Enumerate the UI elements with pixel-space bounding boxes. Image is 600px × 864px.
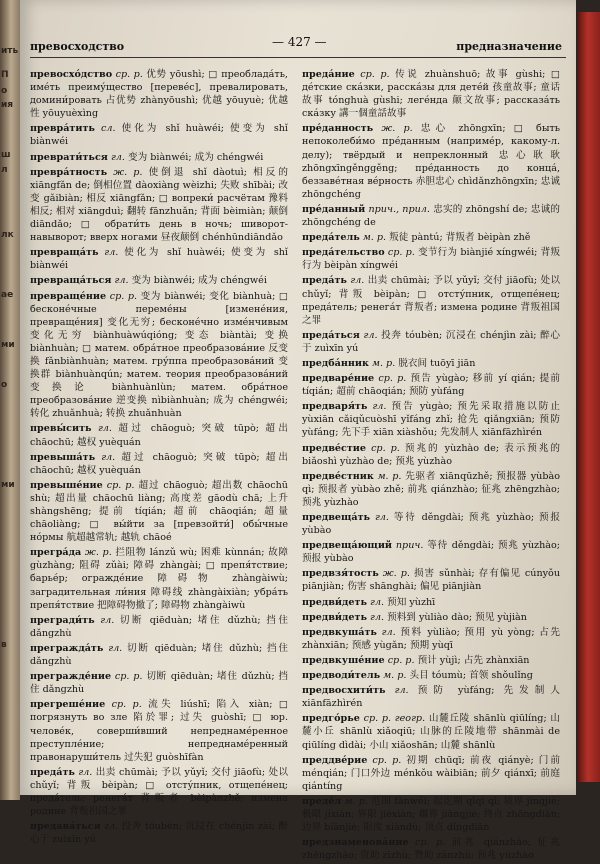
entry-body: 变为 biànwéi; 成为 chéngwéi [128, 151, 264, 163]
edge-fragment: л [1, 165, 8, 175]
entry-grammar: ср. р. [115, 69, 143, 80]
entry-headword: предви́деть [302, 611, 367, 623]
entry-body: 范围 fànwéi; 起讫期 qǐqì qī; 境界 jìngjiè; 极限 jíxiàn; 界限 jièxiàn; 疆界 jiāngjiè; 终点 zhōngdiǎn; 边界 biānjiè; 限度 xiàndù; 顶点 dǐngdiǎn [302, 795, 560, 834]
entry-headword: преда́ть [302, 275, 347, 287]
entry-headword: пре́данный [302, 203, 366, 215]
dictionary-entry [302, 470, 560, 509]
entry-grammar: гл. [374, 512, 389, 523]
entry-body: 切断 qiēduàn; 堵住 dǔzhù; 挡住 dǎngzhù [30, 614, 288, 639]
dictionary-entry [30, 766, 288, 818]
edge-fragment: в [1, 640, 7, 650]
entry-body: 叛徒 pàntú; 背叛者 bèipàn zhě [389, 232, 531, 244]
entry-body: 前兆 qiánzhào; 征兆 zhēngzhào; 资助 zīzhù; 赞助 zànzhù; 预兆 yùzhào [302, 837, 560, 862]
entry-body: 脱衣间 tuōyī jiān [398, 357, 476, 369]
entry-body: 使化为 shǐ huàwéi; 使变为 shǐ biànwéi [30, 123, 288, 148]
dictionary-entry [30, 670, 288, 696]
entry-headword: превосхо́дство [30, 69, 113, 80]
entry-grammar: ср. р. [371, 442, 400, 454]
dictionary-entry [302, 442, 560, 468]
entry-headword: прегра́да [30, 547, 82, 559]
entry-headword: предвкуше́ние [302, 654, 385, 666]
entry-body: 投奔 tóubèn; 沉浸在 chénjìn zài; 醉心于 zuìxīn yú [30, 821, 288, 846]
entry-body: 等待 děngdài; 预兆 yùzhào; 预报 yùbào [302, 512, 560, 537]
entry-body: 先驱者 xiānqūzhě; 预报器 yùbào qì; 预报者 yùbào zhě; 前兆 qiánzhào; 征兆 zhēngzhào; 预兆 yùzhào [302, 470, 560, 508]
page-header [20, 32, 576, 56]
entry-grammar: гл. [381, 626, 396, 638]
entry-body: 超过 chāoguò; 突破 tūpò; 超出 chāochū; 越权 yuèquán [30, 423, 288, 448]
entry-grammar: ж. р. [382, 568, 410, 580]
entry-body: 头目 tóumù; 首领 shǒulǐng [409, 670, 533, 682]
entry-grammar: гл. [101, 451, 116, 463]
entry-headword: предводи́тель [302, 670, 381, 682]
entry-grammar: ср. р. [360, 69, 390, 80]
entry-headword: предвосхити́ть [302, 685, 386, 697]
dictionary-entry [302, 596, 560, 609]
edge-fragment: ми [1, 340, 15, 350]
dictionary-entry [302, 400, 560, 439]
dictionary-entry [302, 754, 560, 793]
entry-grammar: гл. [104, 247, 119, 259]
entry-grammar: ж. р. [113, 166, 143, 178]
dictionary-entry [302, 795, 560, 834]
entry-body: 流失 liúshī; 陷入 xiàn; □ погрязнуть во зле 陷於罪; 过失 guòshī; □ юр. челове́к, соверши́вший непреднаме́ренное преступле́ние; непреднаме́ренный правонаруши́тель 过失犯 guòshīfàn [30, 699, 288, 763]
entry-headword: преда́тель [302, 232, 360, 244]
dictionary-entry [302, 567, 560, 593]
entry-grammar: гл. [108, 642, 123, 654]
entry-body: 优势 yōushì; □ преоблада́ть, име́ть преиму́щество [переве́с], превалировать, домини́ровать 占优势 zhànyōushì; 优越 yōuyuè; 优越性 yōuyuèxìng [30, 69, 288, 120]
entry-body: 预兆的 yùzhào de; 表示预兆的 biǎoshì yùzhào de; 预兆 yùzhào [302, 442, 561, 467]
entry-headword: предба́нник [302, 357, 369, 369]
entry-grammar: ср. р. [415, 837, 446, 849]
entry-headword: превыша́ть [30, 451, 96, 463]
entry-grammar: сл. [101, 123, 116, 135]
edge-fragment: ить [1, 46, 19, 56]
dictionary-entry [30, 422, 288, 448]
adjacent-page-edge [0, 0, 20, 800]
entry-headword: предвкуша́ть [302, 626, 377, 638]
entry-grammar: гл. [372, 401, 387, 413]
entry-headword: прегражда́ть [30, 642, 104, 654]
entry-body: 切断 qiēduàn; 堵住 dǔzhù; 挡住 dǎngzhù [30, 671, 288, 696]
entry-grammar: ср. р. [378, 373, 407, 385]
entry-body: 山麓丘陵 shānlù qiūlíng; 山麓小丘 shānlù xiǎoqiū; 山脉的丘陵地带 shānmài de qiūlíng dìdài; 小山 xiǎoshān; 山麓 shānlù [302, 713, 560, 751]
entry-headword: предваре́ние [302, 373, 375, 385]
header-rule [30, 57, 566, 58]
entry-headword: превраща́ться [30, 275, 112, 287]
dictionary-entry [302, 274, 560, 326]
entry-grammar: ср. р. [387, 247, 415, 259]
entry-body: 预知 yùzhī [387, 596, 436, 608]
entry-grammar: ж. р. [84, 547, 112, 559]
header-left-guide-word: превосходство [30, 40, 125, 53]
entry-headword: прегради́ть [30, 614, 95, 626]
entry-grammar: ср. р. [372, 754, 402, 766]
entry-headword: преде́л [302, 795, 342, 807]
entry-grammar: ж. р. [381, 123, 413, 135]
entry-grammar: ср. р. [387, 654, 415, 666]
entry-body: 出卖 chūmài; 予以 yǔyǐ; 交付 jiāofù; 处以 chǔyǐ; 背叛 bèipàn; □ отсту́пник, отщепе́нец; преда́тель; ренега́т 背叛者; измена родине 背叛祖国之罪 [302, 275, 560, 326]
edge-fragment: о [1, 86, 8, 96]
dictionary-entry [302, 611, 560, 624]
entry-headword: преда́ться [302, 329, 360, 341]
edge-fragment: П [1, 70, 9, 80]
entry-headword: превыше́ние [30, 479, 103, 491]
edge-fragment: лк [1, 230, 14, 240]
left-column [30, 68, 288, 848]
entry-body: 切断 qiēduàn; 堵住 dǔzhù; 挡住 dǎngzhù [30, 642, 288, 668]
entry-body: 拦阻物 lánzǔ wù; 困难 kùnnán; 故障 gùzhàng; 阻碍 zǔài; 障碍 zhàngài; □ препя́тствие; барье́р; огражде́ние 障碍物 zhàngàiwù; заградительная ли́ния 障碍线 zhàngàixiàn; убра́ть препя́тствие 把障碍物撤了; 障碍物 zhàngàiwù [30, 547, 288, 611]
dictionary-entry [302, 68, 560, 120]
entry-grammar: м. р. [344, 795, 368, 807]
dictionary-entry [302, 511, 560, 537]
entry-grammar: ср. р. геогр. [363, 713, 426, 725]
entry-grammar: гл. [370, 596, 385, 608]
entry-headword: предвзя́тость [302, 568, 379, 580]
page-number: — 427 — [272, 35, 327, 49]
dictionary-entry [302, 684, 560, 710]
entry-body: 初期 chūqī; 前夜 qiányè; 门前 ménqián; 门口外边 ménkǒu wàibiān; 前夕 qiánxī; 前庭 qiántíng [302, 754, 560, 792]
dictionary-entry [30, 546, 288, 611]
entry-headword: предава́ться [30, 821, 101, 833]
entry-headword: превра́тность [30, 166, 108, 178]
entry-headword: превраще́ние [30, 290, 107, 302]
entry-body: 预料 yùliào; 预用 yù yòng; 占先 zhànxiān; 预感 yùgǎn; 预期 yùqī [302, 626, 561, 651]
edge-fragment: ми [1, 480, 15, 490]
entry-headword: прегреше́ние [30, 699, 106, 711]
entry-headword: превра́тить [30, 123, 95, 135]
entry-headword: преврати́ться [30, 151, 108, 163]
entry-headword: преда́ние [302, 69, 355, 80]
entry-body: 预防 yùfáng; 先发制人 xiānfāzhìrén [302, 685, 560, 710]
entry-body: 预计 yùjì; 占先 zhànxiān [417, 654, 530, 666]
entry-body: 使倒退 shǐ dàotuì; 相反的 xiāngfǎn de; 倒相位置 dàoxiàng wèizhi; 失败 shībài; 改变 gǎibiàn; 相反 xiāngfǎn; □ вопреки́ расчётам 豫料相反; 相对 xiāngduì; 翻转 fānzhuǎn; 背面 bèimiàn; 颠倒 diāndǎo; □ обрати́ть день в ночь; шиворот-навыворот; вверх ногами 昼夜颠倒 chénhūndiāndǎo [30, 166, 288, 244]
edge-fragment: ае [1, 290, 14, 300]
entry-headword: превраща́ть [30, 247, 99, 259]
entry-grammar: гл. [104, 821, 119, 833]
entry-body: 超过 chāoguò; 超出数 chāochū shù; 超出量 chāochū liàng; 高度差 gāodù chā; 上升 shàngshēng; 提前 tíqián; 超前 chāoqián; 超量 chāoliàng; □ вы́йти за [превзойти́] обы́чные но́рмы 航超越常轨; 越轨 chāoé [30, 479, 288, 544]
dictionary-entry [302, 329, 560, 355]
entry-body: 出卖 chūmài; 予以 yǔyǐ; 交付 jiāofù; 处以 chǔyǐ; 背叛 bèipàn; □ отсту́пник, отщепе́нец; преда́тель; ренега́т 背叛者 bèipànzhě; измена родине 背叛祖国之罪 [30, 766, 288, 818]
entry-grammar: прич., прил. [368, 203, 430, 215]
entry-headword: преддве́рие [302, 754, 368, 766]
dictionary-entry [302, 372, 560, 398]
entry-grammar: гл. [363, 329, 378, 341]
entry-grammar: гл. [97, 423, 112, 435]
entry-headword: предвеща́ющий [302, 540, 393, 552]
entry-grammar: м. р. [383, 670, 407, 682]
entry-grammar: ср. р. [106, 479, 135, 491]
entry-body: 变为 biànwéi; 成为 chéngwéi [131, 275, 267, 287]
entry-body: 投奔 tóubèn; 沉浸在 chénjìn zài; 醉心于 zuìxīn yú [302, 329, 560, 354]
dictionary-entry [30, 166, 288, 245]
dictionary-entry [30, 820, 288, 846]
dictionary-entry [30, 698, 288, 763]
edge-fragment: о [1, 380, 8, 390]
dictionary-entry [30, 290, 288, 421]
entry-grammar: гл. [110, 151, 125, 163]
dictionary-entry [30, 68, 288, 120]
entry-grammar: м. р. [377, 470, 402, 482]
entry-headword: прегражде́ние [30, 671, 112, 683]
entry-body: 预料到 yùliào dào; 预见 yùjiàn [387, 611, 527, 623]
entry-headword: предви́деть [302, 596, 367, 608]
entry-headword: предзнаменова́ние [302, 837, 409, 849]
entry-headword: преда́тельство [302, 247, 385, 259]
entry-grammar: ср. р. [109, 290, 138, 302]
entry-body: 变节行为 biànjié xíngwéi; 背叛行为 bèipàn xíngwéi [302, 247, 560, 272]
entry-headword: предго́рье [302, 713, 360, 725]
dictionary-entry [302, 669, 560, 682]
dictionary-entry [30, 642, 288, 668]
dictionary-entry [302, 539, 560, 565]
entry-grammar: гл. [78, 766, 93, 778]
dictionary-entry [30, 614, 288, 640]
entry-body: 使化为 shǐ huàwéi; 使变为 shǐ biànwéi [30, 247, 288, 272]
book-cover-edge [578, 12, 600, 782]
header-right-guide-word: предназначение [456, 40, 562, 53]
entry-grammar: ср. р. [114, 671, 143, 683]
dictionary-entry [302, 712, 560, 751]
dictionary-entry [30, 151, 288, 164]
dictionary-entry [302, 203, 560, 229]
entry-headword: предве́стие [302, 442, 367, 454]
dictionary-entry [30, 122, 288, 148]
entry-grammar: гл. [350, 275, 365, 287]
entry-body: 变为 biànwéi; 变化 biànhuà; □ бесконе́чные переме́ны [измене́ния, превраще́ния] 变化无穷; бесконе́чно изме́нчивым 变化无穷 biànhuàwúqióng; 变态 biàntài; 变换 biànhuàn; □ матем. обра́тное преобразова́ние 反变换 fǎnbiànhuàn; матем. гру́ппа преобразова́ний 变换群 biànhuànqún; матем. теория преобразова́ний 变换论 biànhuànlùn; матем. обра́тное преобразова́ние 逆变换 nìbiànhuàn; 成为 chéngwéi; 转化 zhuǎnhuà; 转换 zhuǎnhuàn [30, 290, 288, 420]
right-column [302, 68, 560, 864]
entry-headword: предвеща́ть [302, 512, 371, 523]
entry-headword: преда́ть [30, 766, 75, 778]
entry-body: 等待 děngdài; 预兆 yùzhào; 预报 yùbào [302, 540, 560, 565]
entry-grammar: прич. [395, 540, 424, 552]
entry-grammar: гл. [114, 275, 129, 287]
dictionary-entry [30, 274, 288, 287]
dictionary-entry [302, 836, 560, 862]
entry-body: 忠实的 zhōngshí de; 忠诚的 zhōngchéng de [302, 203, 560, 229]
entry-headword: предве́стник [302, 470, 374, 482]
edge-fragment: ия [1, 100, 14, 110]
entry-body: 损害 sǔnhài; 存有偏见 cúnyǒu piānjiàn; 伤害 shānghài; 偏见 piānjiàn [302, 568, 560, 593]
entry-grammar: гл. [370, 611, 385, 623]
dictionary-entry [302, 357, 560, 370]
dictionary-entry [302, 246, 560, 272]
dictionary-entry [30, 246, 288, 272]
dictionary-entry [302, 231, 560, 244]
entry-grammar: гл. [394, 685, 409, 697]
entry-body: 传说 zhuànshuō; 故事 gùshi; □ де́тские ска́зки, расска́зы для дете́й 孩童故事; 童话故事 tónghuà gùshi; леге́нда 颠文故事; рассказа́ть ска́зку 講一個童話故事 [302, 69, 560, 120]
entry-body: 预告 yùgào; 移前 yí qián; 提前 tíqián; 超前 chāoqián; 预防 yùfáng [302, 373, 560, 398]
dictionary-entry [30, 451, 288, 477]
entry-headword: предваря́ть [302, 401, 368, 413]
entry-body: 预告 yùgào; 预先采取措施以防止 yùxiān cǎiqǔcuòshī yǐfáng zhǐ; 抢先 qiǎngxiān; 预防 yùfáng; 先下手 xiān xiàshǒu; 先发制人 xiānfāzhìrén [302, 401, 560, 439]
edge-fragment: ш [1, 150, 11, 160]
entry-grammar: м. р. [372, 357, 396, 369]
entry-headword: превы́сить [30, 423, 92, 435]
dictionary-entry [302, 654, 560, 667]
entry-body: 超过 chāoguò; 突破 tūpò; 超出 chāochū; 越权 yuèquán [30, 451, 288, 476]
dictionary-entry [302, 626, 560, 652]
entry-body: 忠心 zhōngxīn; □ быть непоколеби́мо пре́данным (наприме́р, какому-л. делу); твёрдый и непреклонный 忠心耿耿 zhōngxīngěnggěng; пре́данность до конца́, беззаве́тная ве́рность 赤胆忠心 chìdǎnzhōngxīn; 忠诚 zhōngchéng [302, 123, 560, 200]
dictionary-entry [30, 479, 288, 544]
entry-grammar: м. р. [362, 232, 387, 244]
entry-headword: пре́данность [302, 123, 374, 135]
entry-grammar: ср. р. [111, 699, 142, 711]
dictionary-page [20, 0, 576, 862]
dictionary-entry [302, 122, 560, 201]
entry-grammar: гл. [100, 614, 115, 626]
